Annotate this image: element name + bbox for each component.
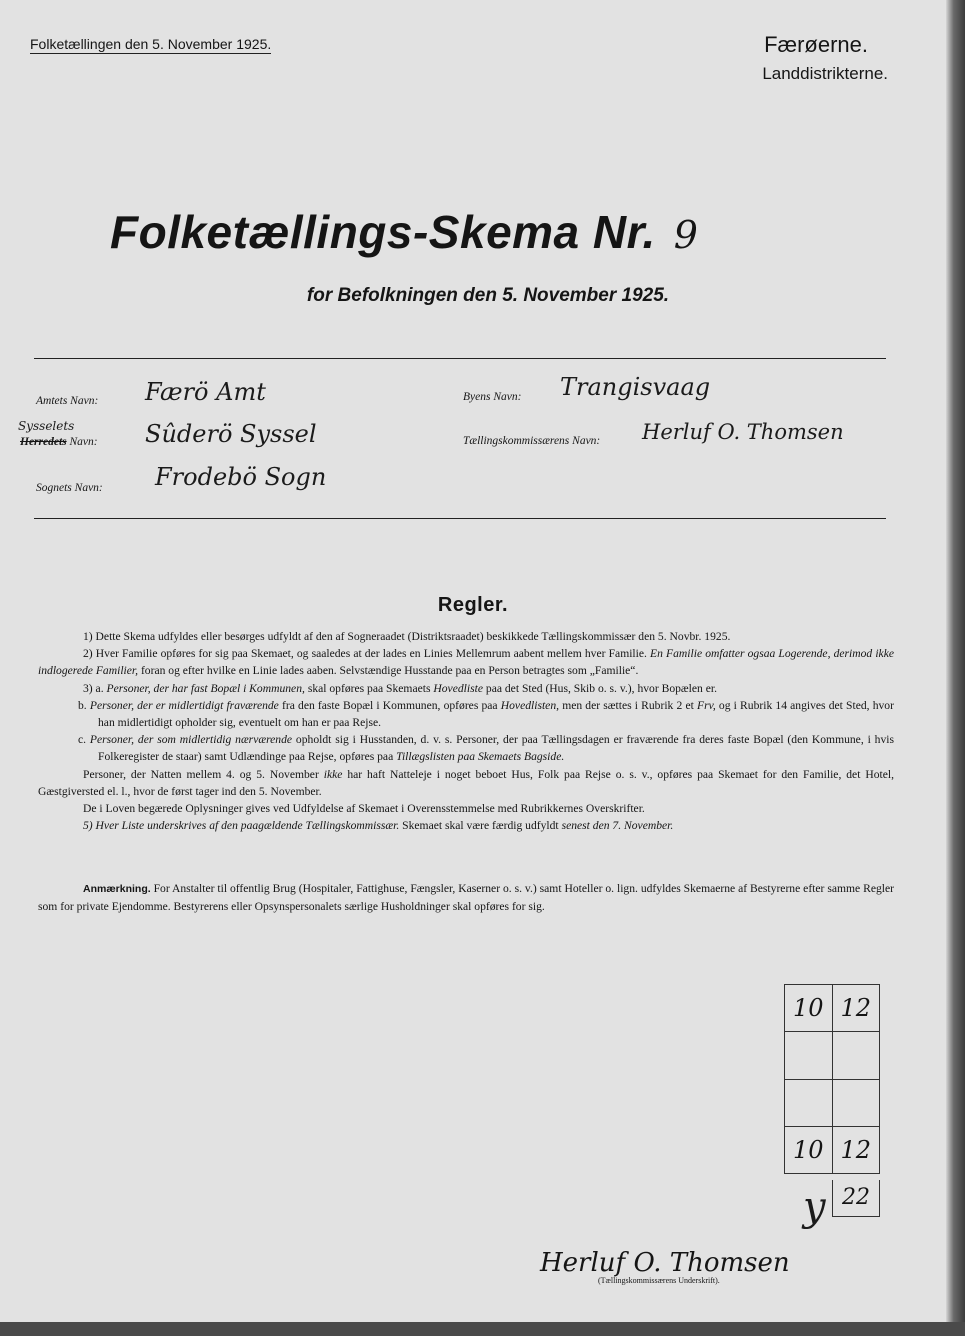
rule-3d-text-2: har haft Natteleje i noget beboet Hus, Folk paa Rejse o. s. v., opføres paa Skemaet for den Familie, det Hotel, Gæstgiversted el. l., hvor de først tager ind den 5. November. xyxy=(38,767,894,798)
herred-label xyxy=(20,436,98,448)
rule-2-part-c: foran og efter hvilke en Linie lades aaben. Selvstændige Husstande paa en Person betragtes som „Familie“. xyxy=(140,664,639,678)
tally-row xyxy=(785,1032,880,1079)
form-title: Folketællings-Skema Nr. xyxy=(110,206,656,258)
rule-3b-emph-3: Frv, xyxy=(696,698,716,712)
rule-3a-text: skal opføres paa Skemaets xyxy=(307,681,431,695)
rule-3d-emph: ikke xyxy=(323,767,343,781)
herred-label-suffix: Navn: xyxy=(69,436,98,448)
form-subtitle: for Befolkningen den 5. November 1925. xyxy=(306,285,670,306)
rule-2-part-b: En Familie omfatter ogsaa Logerende, derimod ikke indlogerede Familier, xyxy=(38,647,894,678)
rule-3a-text-2: paa det Sted (Hus, Skib o. s. v.), hvor Bopælen er. xyxy=(485,681,717,695)
rule-3b-text-2: men der sættes i Rubrik 2 et xyxy=(562,698,694,712)
divider-bottom xyxy=(34,518,886,519)
by-label: Byens Navn: xyxy=(463,391,522,403)
rule-3b-prefix: b. xyxy=(78,698,87,712)
rules-heading: Regler. xyxy=(437,594,509,616)
tally-cell: 12 xyxy=(832,985,880,1032)
rule-3a-emph-2: Hovedliste xyxy=(433,681,483,695)
remark-text: For Anstalter til offentlig Brug (Hospitaler, Fattighuse, Fængsler, Kaserner o. s. v.) samt Hoteller o. lign. udfyldes Skemaerne af Bestyrerne efter samme Regler som for private Ejendomme. Bestyrerens eller Opsynspersonalets særlige Husholdninger skal opføres for sig. xyxy=(38,882,894,913)
rule-1: 1) Dette Skema udfyldes eller besørges udfyldt af den af Sogneraadet (Distriktsraadet) beskikkede Tællingskommissær den 5. Novbr. 1925. xyxy=(83,630,731,643)
tally-row xyxy=(785,1126,880,1173)
remark-label: Anmærkning. xyxy=(83,883,151,895)
rule-3c-prefix: c. xyxy=(78,733,87,747)
rule-3d xyxy=(38,766,894,800)
signature: Herluf O. Thomsen xyxy=(540,1248,790,1278)
herred-label-struck: Herredets xyxy=(20,436,67,448)
rule-5-emph-2: senest den 7. November. xyxy=(561,819,674,833)
rule-5 xyxy=(38,817,894,834)
tally-grid xyxy=(784,984,880,1174)
rule-2-part-a: 2) Hver Familie opføres for sig paa Skemaet, og saaledes at der lades en Linies Mellemrum aabent mellem hver Familie. xyxy=(83,647,647,661)
divider-top xyxy=(34,358,886,359)
rule-3b-emph: Personer, der er midlertidigt fraværende xyxy=(89,698,279,712)
form-title-row xyxy=(110,205,830,275)
herred-value: Sûderö Syssel xyxy=(145,420,317,448)
rule-5-emph: 5) Hver Liste underskrives af den paagældende Tællingskommissær. xyxy=(83,819,400,833)
tally-cell xyxy=(785,1079,833,1126)
amt-label: Amtets Navn: xyxy=(36,395,99,407)
tally-cell: 10 xyxy=(785,985,833,1032)
tally-cell xyxy=(832,1032,880,1079)
rule-3b-text: fra den faste Bopæl i Kommunen, opføres paa xyxy=(282,698,498,712)
census-header-line: Folketællingen den 5. November 1925. xyxy=(30,36,272,52)
tally-row xyxy=(785,1079,880,1126)
amt-value: Færö Amt xyxy=(145,378,266,406)
remark-paragraph xyxy=(38,880,894,916)
form-number: 9 xyxy=(673,213,698,257)
rule-3b-emph-2: Hovedlisten, xyxy=(500,698,560,712)
tally-cell: 12 xyxy=(832,1126,880,1173)
rule-3c-emph: Personer, der som midlertidig nærværende xyxy=(89,733,293,747)
rule-3c xyxy=(38,731,894,765)
page-edge-bottom xyxy=(0,1322,965,1336)
rule-3d-text: Personer, der Natten mellem 4. og 5. November xyxy=(83,767,319,781)
rule-3a xyxy=(38,680,894,697)
rule-4: De i Loven begærede Oplysninger gives ved Udfyldelse af Skemaet i Overensstemmelse med Rubrikkernes Overskrifter. xyxy=(83,802,645,816)
rule-3c-emph-2: Tillægslisten paa Skemaets Bagside. xyxy=(396,750,565,764)
signature-caption: (Tællingskommissærens Underskrift). xyxy=(598,1276,720,1285)
page-edge-right xyxy=(946,0,965,1336)
rule-3a-emph: Personer, der har fast Bopæl i Kommunen, xyxy=(106,681,305,695)
rules-body xyxy=(38,628,894,834)
rule-2 xyxy=(38,645,894,679)
tally-extra-value: 22 xyxy=(832,1180,880,1217)
tally-row xyxy=(785,985,880,1032)
rule-3c-text: opholdt sig i Husstanden, d. v. s. Personer, der paa Tællingsdagen er fraværende fra deres faste Bopæl (den Kommune, i hvis Folkeregister de staar) samt Udlændinge paa Rejse, opføres paa xyxy=(98,733,895,764)
sogn-value: Frodebö Sogn xyxy=(155,463,327,491)
tally-cell xyxy=(785,1032,833,1079)
region-label: Færøerne. xyxy=(764,32,868,57)
sogn-label: Sognets Navn: xyxy=(36,482,103,494)
rule-3b-text-3: og i Rubrik 14 angives det Sted, hvor han midlertidigt opholder sig, eventuelt om han er paa Rejse. xyxy=(98,698,894,730)
by-value: Trangisvaag xyxy=(560,373,711,401)
rule-3b xyxy=(38,697,894,731)
district-label: Landdistrikterne. xyxy=(762,64,888,83)
rule-3a-prefix: 3) a. xyxy=(83,681,104,695)
tally-cell: 10 xyxy=(785,1126,833,1173)
kommissaer-label: Tællingskommissærens Navn: xyxy=(463,435,601,447)
kommissaer-value: Herluf O. Thomsen xyxy=(642,420,844,444)
tally-cell xyxy=(832,1079,880,1126)
tally-mark: y xyxy=(803,1184,826,1230)
rule-5-text: Skemaet skal være færdig udfyldt xyxy=(402,819,559,833)
syssel-correction: Sysselets xyxy=(18,419,75,433)
